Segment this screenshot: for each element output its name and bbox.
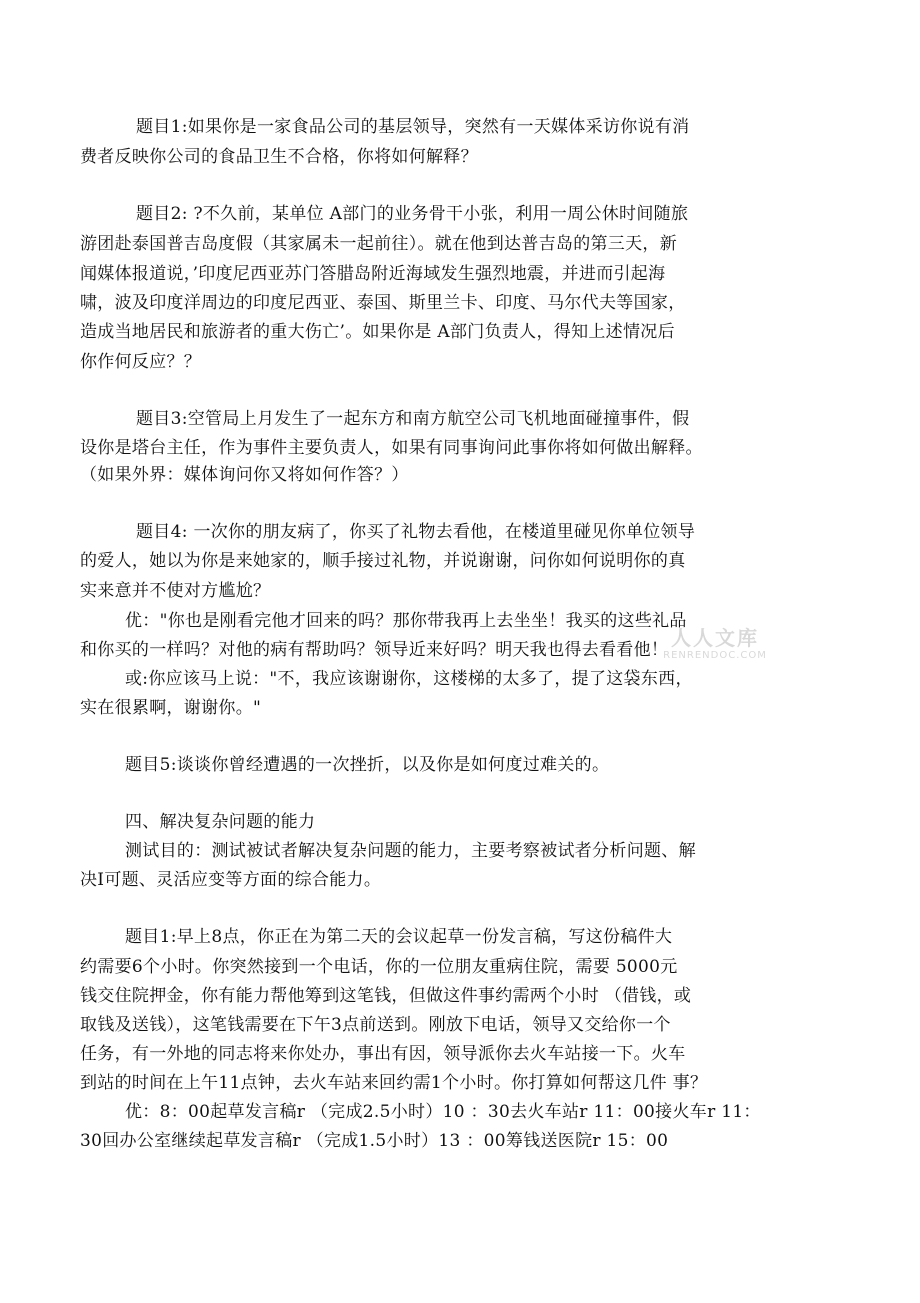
watermark-logo	[650, 626, 780, 662]
text-line-q1-a: 题目1:如果你是一家食品公司的基层领导，突然有一天媒体采访你说有消	[136, 117, 690, 137]
text-line-s4q1-ans-a: 优：8：00起草发言稿r （完成2.5小时）10 ：30去火车站r 11：00接火车r 11：	[125, 1102, 761, 1122]
text-line-q4-ans1-b: 和你买的一样吗？对他的病有帮助吗？领导近来好吗？明天我也得去看看他！	[80, 640, 669, 660]
text-line-q4-a: 题目4: 一次你的朋友病了，你买了礼物去看他，在楼道里碰见你单位领导	[136, 522, 696, 542]
text-line-purpose-b: 决I可题、灵活应变等方面的综合能力。	[80, 870, 382, 890]
text-line-s4q1-b: 约需要6个小时。你突然接到一个电话，你的一位朋友重病住院，需要 5000元	[80, 957, 678, 977]
watermark-main-text: 人人文库	[671, 626, 759, 650]
text-line-purpose-a: 测试目的：测试被试者解决复杂问题的能力，主要考察被试者分析问题、解	[125, 841, 696, 861]
text-line-s4q1-e: 任务，有一外地的同志将来你处办，事出有因，领导派你去火车站接一下。火车	[80, 1044, 686, 1064]
text-line-q4-b: 的爱人，她以为你是来她家的，顺手接过礼物，并说谢谢，问你如何说明你的真	[80, 551, 686, 571]
text-line-q2-b: 游团赴泰国普吉岛度假（其家属未一起前往）。就在他到达普吉岛的第三天，新	[80, 234, 677, 254]
text-line-s4q1-d: 取钱及送钱），这笔钱需要在下午3点前送到。刚放下电话，领导又交给你一个	[80, 1015, 671, 1035]
text-line-q3-c: （如果外界：媒体询问你又将如何作答？）	[80, 465, 409, 485]
text-line-s4q1-ans-b: 30回办公室继续起草发言稿r （完成1.5小时）13 ：00筹钱送医院r 15：00	[80, 1131, 669, 1151]
section-heading: 四、解决复杂问题的能力	[125, 812, 316, 832]
text-line-q3-a: 题目3:空管局上月发生了一起东方和南方航空公司飞机地面碰撞事件，假	[136, 409, 690, 429]
text-line-q2-a: 题目2: ?不久前，某单位 A部门的业务骨干小张，利用一周公休时间随旅	[136, 204, 689, 224]
text-line-s4q1-a: 题目1:早上8点，你正在为第二天的会议起草一份发言稿，写这份稿件大	[125, 927, 673, 947]
text-line-q2-e: 造成当地居民和旅游者的重大伤亡’。如果你是 A部门负责人，得知上述情况后	[80, 322, 675, 342]
text-line-q2-c: 闻媒体报道说，’印度尼西亚苏门答腊岛附近海域发生强烈地震，并进而引起海	[80, 264, 666, 284]
text-line-q4-ans2-b: 实在很累啊，谢谢你。"	[80, 698, 262, 718]
text-line-q4-c: 实来意并不使对方尴尬？	[80, 581, 271, 601]
text-line-q1-b: 费者反映你公司的食品卫生不合格，你将如何解释？	[80, 147, 478, 167]
text-line-q4-ans2-a: 或:你应该马上说："不，我应该谢谢你，这楼梯的太多了，提了这袋东西，	[125, 669, 693, 689]
text-line-s4q1-c: 钱交住院押金，你有能力帮他筹到这笔钱，但做这件事约需两个小时 （借钱，或	[80, 986, 692, 1006]
text-line-q2-f: 你作何反应？？	[80, 352, 202, 372]
text-line-q5: 题目5:谈谈你曾经遭遇的一次挫折，以及你是如何度过难关的。	[125, 755, 610, 775]
watermark-sub-text: RENRENDOC.COM	[663, 650, 767, 661]
text-line-q2-d: 啸，波及印度洋周边的印度尼西亚、泰国、斯里兰卡、印度、马尔代夫等国家，	[80, 293, 686, 313]
text-line-s4q1-f: 到站的时间在上午11点钟，去火车站来回约需1个小时。你打算如何帮这几件 事？	[80, 1073, 708, 1093]
text-line-q4-ans1-a: 优："你也是刚看完他才回来的吗？那你带我再上去坐坐！我买的这些礼品	[125, 611, 687, 631]
text-line-q3-b: 设你是塔台主任，作为事件主要负责人，如果有同事询问此事你将如何做出解释。	[80, 438, 703, 458]
